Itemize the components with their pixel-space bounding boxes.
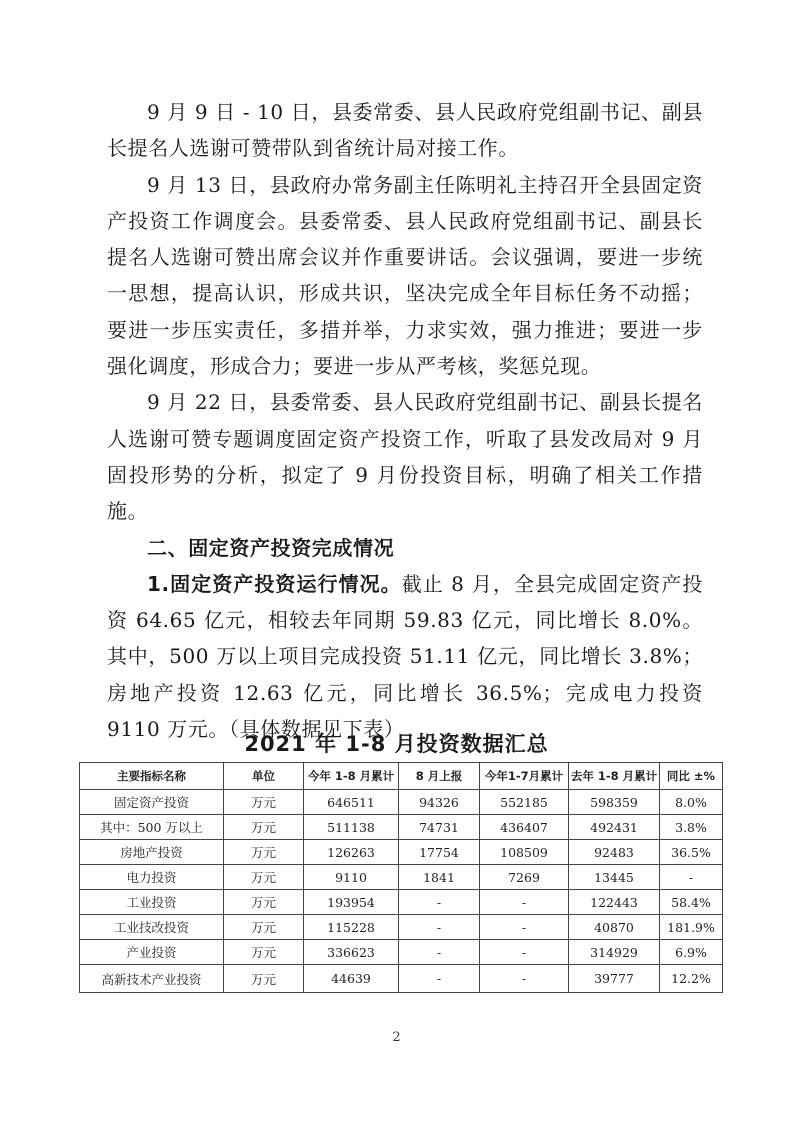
table-cell: 固定资产投资: [80, 790, 224, 815]
table-cell: 高新技术产业投资: [80, 965, 224, 993]
table-cell: 工业技改投资: [80, 915, 224, 940]
column-header: 同比 ±%: [660, 763, 723, 790]
table-cell: 108509: [480, 840, 569, 865]
table-cell: -: [480, 965, 569, 993]
investment-table: [79, 762, 723, 993]
column-header: 今年 1-8 月累计: [304, 763, 399, 790]
table-cell: 万元: [224, 890, 304, 915]
table-cell: 40870: [569, 915, 660, 940]
table-cell: 74731: [399, 815, 480, 840]
table-cell: 房地产投资: [80, 840, 224, 865]
table-cell: -: [399, 890, 480, 915]
table-cell: 12.2%: [660, 965, 723, 993]
table-cell: 39777: [569, 965, 660, 993]
table-cell: 其中：500 万以上: [80, 815, 224, 840]
table-cell: 6.9%: [660, 940, 723, 965]
table-cell: -: [480, 915, 569, 940]
column-header: 单位: [224, 763, 304, 790]
table-cell: -: [399, 915, 480, 940]
table-cell: 万元: [224, 865, 304, 890]
table-cell: -: [480, 940, 569, 965]
table-cell: 13445: [569, 865, 660, 890]
summary-text: 截止 8 月，全县完成固定资产投资 64.65 亿元，相较去年同期 59.83 亿元，同比增长 8.0%。其中，500 万以上项目完成投资 51.11 亿元，同比增长 3.8%；房地产投资 12.63 亿元，同比增长 36.5%；完成电力投资 9110 万元。（具体数据见下表）: [107, 571, 703, 742]
table-cell: 万元: [224, 790, 304, 815]
table-cell: -: [399, 965, 480, 993]
table-cell: 产业投资: [80, 940, 224, 965]
table-cell: 511138: [304, 815, 399, 840]
table-cell: 94326: [399, 790, 480, 815]
body-text: [107, 94, 703, 747]
table-cell: 工业投资: [80, 890, 224, 915]
table-cell: 436407: [480, 815, 569, 840]
table-row: [80, 865, 723, 890]
column-header: 8 月上报: [399, 763, 480, 790]
table-cell: 8.0%: [660, 790, 723, 815]
table-cell: 181.9%: [660, 915, 723, 940]
table-cell: 58.4%: [660, 890, 723, 915]
table-cell: 492431: [569, 815, 660, 840]
table-row: [80, 815, 723, 840]
table-body: [80, 790, 723, 993]
table-row: [80, 940, 723, 965]
table-cell: 万元: [224, 815, 304, 840]
table-cell: 3.8%: [660, 815, 723, 840]
table-title: 2021 年 1-8 月投资数据汇总: [244, 732, 549, 756]
table-row: [80, 965, 723, 993]
table-cell: 36.5%: [660, 840, 723, 865]
paragraph: 9 月 9 日 - 10 日，县委常委、县人民政府党组副书记、副县长提名人选谢可赞带队到省统计局对接工作。: [107, 100, 703, 161]
table-cell: -: [399, 940, 480, 965]
table-cell: -: [480, 890, 569, 915]
table-cell: -: [660, 865, 723, 890]
table-cell: 44639: [304, 965, 399, 993]
summary-lead: 1.固定资产投资运行情况。: [147, 571, 402, 596]
table-row: [80, 790, 723, 815]
table-cell: 552185: [480, 790, 569, 815]
table-cell: 115228: [304, 915, 399, 940]
column-header: 今年1-7月累计: [480, 763, 569, 790]
paragraph: 9 月 22 日，县委常委、县人民政府党组副书记、副县长提名人选谢可赞专题调度固定资产投资工作，听取了县发改局对 9 月固投形势的分析，拟定了 9 月份投资目标，明确了相关工作措施。: [107, 390, 703, 524]
table-cell: 万元: [224, 915, 304, 940]
table-cell: 电力投资: [80, 865, 224, 890]
table-row: [80, 890, 723, 915]
table-cell: 万元: [224, 840, 304, 865]
table-cell: 17754: [399, 840, 480, 865]
table-cell: 9110: [304, 865, 399, 890]
paragraph: 9 月 13 日，县政府办常务副主任陈明礼主持召开全县固定资产投资工作调度会。县委常委、县人民政府党组副书记、副县长提名人选谢可赞出席会议并作重要讲话。会议强调，要进一步统一思想，提高认识，形成共识，坚决完成全年目标任务不动摇；要进一步压实责任，多措并举，力求实效，强力推进；要进一步强化调度，形成合力；要进一步从严考核，奖惩兑现。: [107, 172, 703, 379]
section-heading: 二、固定资产投资完成情况: [147, 535, 395, 560]
table-cell: 万元: [224, 965, 304, 993]
table-cell: 92483: [569, 840, 660, 865]
table-cell: 193954: [304, 890, 399, 915]
table-header-row: [80, 763, 723, 790]
table-cell: 336623: [304, 940, 399, 965]
table-cell: 7269: [480, 865, 569, 890]
table-cell: 126263: [304, 840, 399, 865]
column-header: 主要指标名称: [80, 763, 224, 790]
table-cell: 646511: [304, 790, 399, 815]
table-row: [80, 840, 723, 865]
table-cell: 598359: [569, 790, 660, 815]
column-header: 去年 1-8 月累计: [569, 763, 660, 790]
table-row: [80, 915, 723, 940]
table-cell: 1841: [399, 865, 480, 890]
page-number: 2: [392, 1030, 401, 1045]
table-cell: 122443: [569, 890, 660, 915]
table-cell: 万元: [224, 940, 304, 965]
table-cell: 314929: [569, 940, 660, 965]
summary-paragraph: [107, 566, 703, 747]
